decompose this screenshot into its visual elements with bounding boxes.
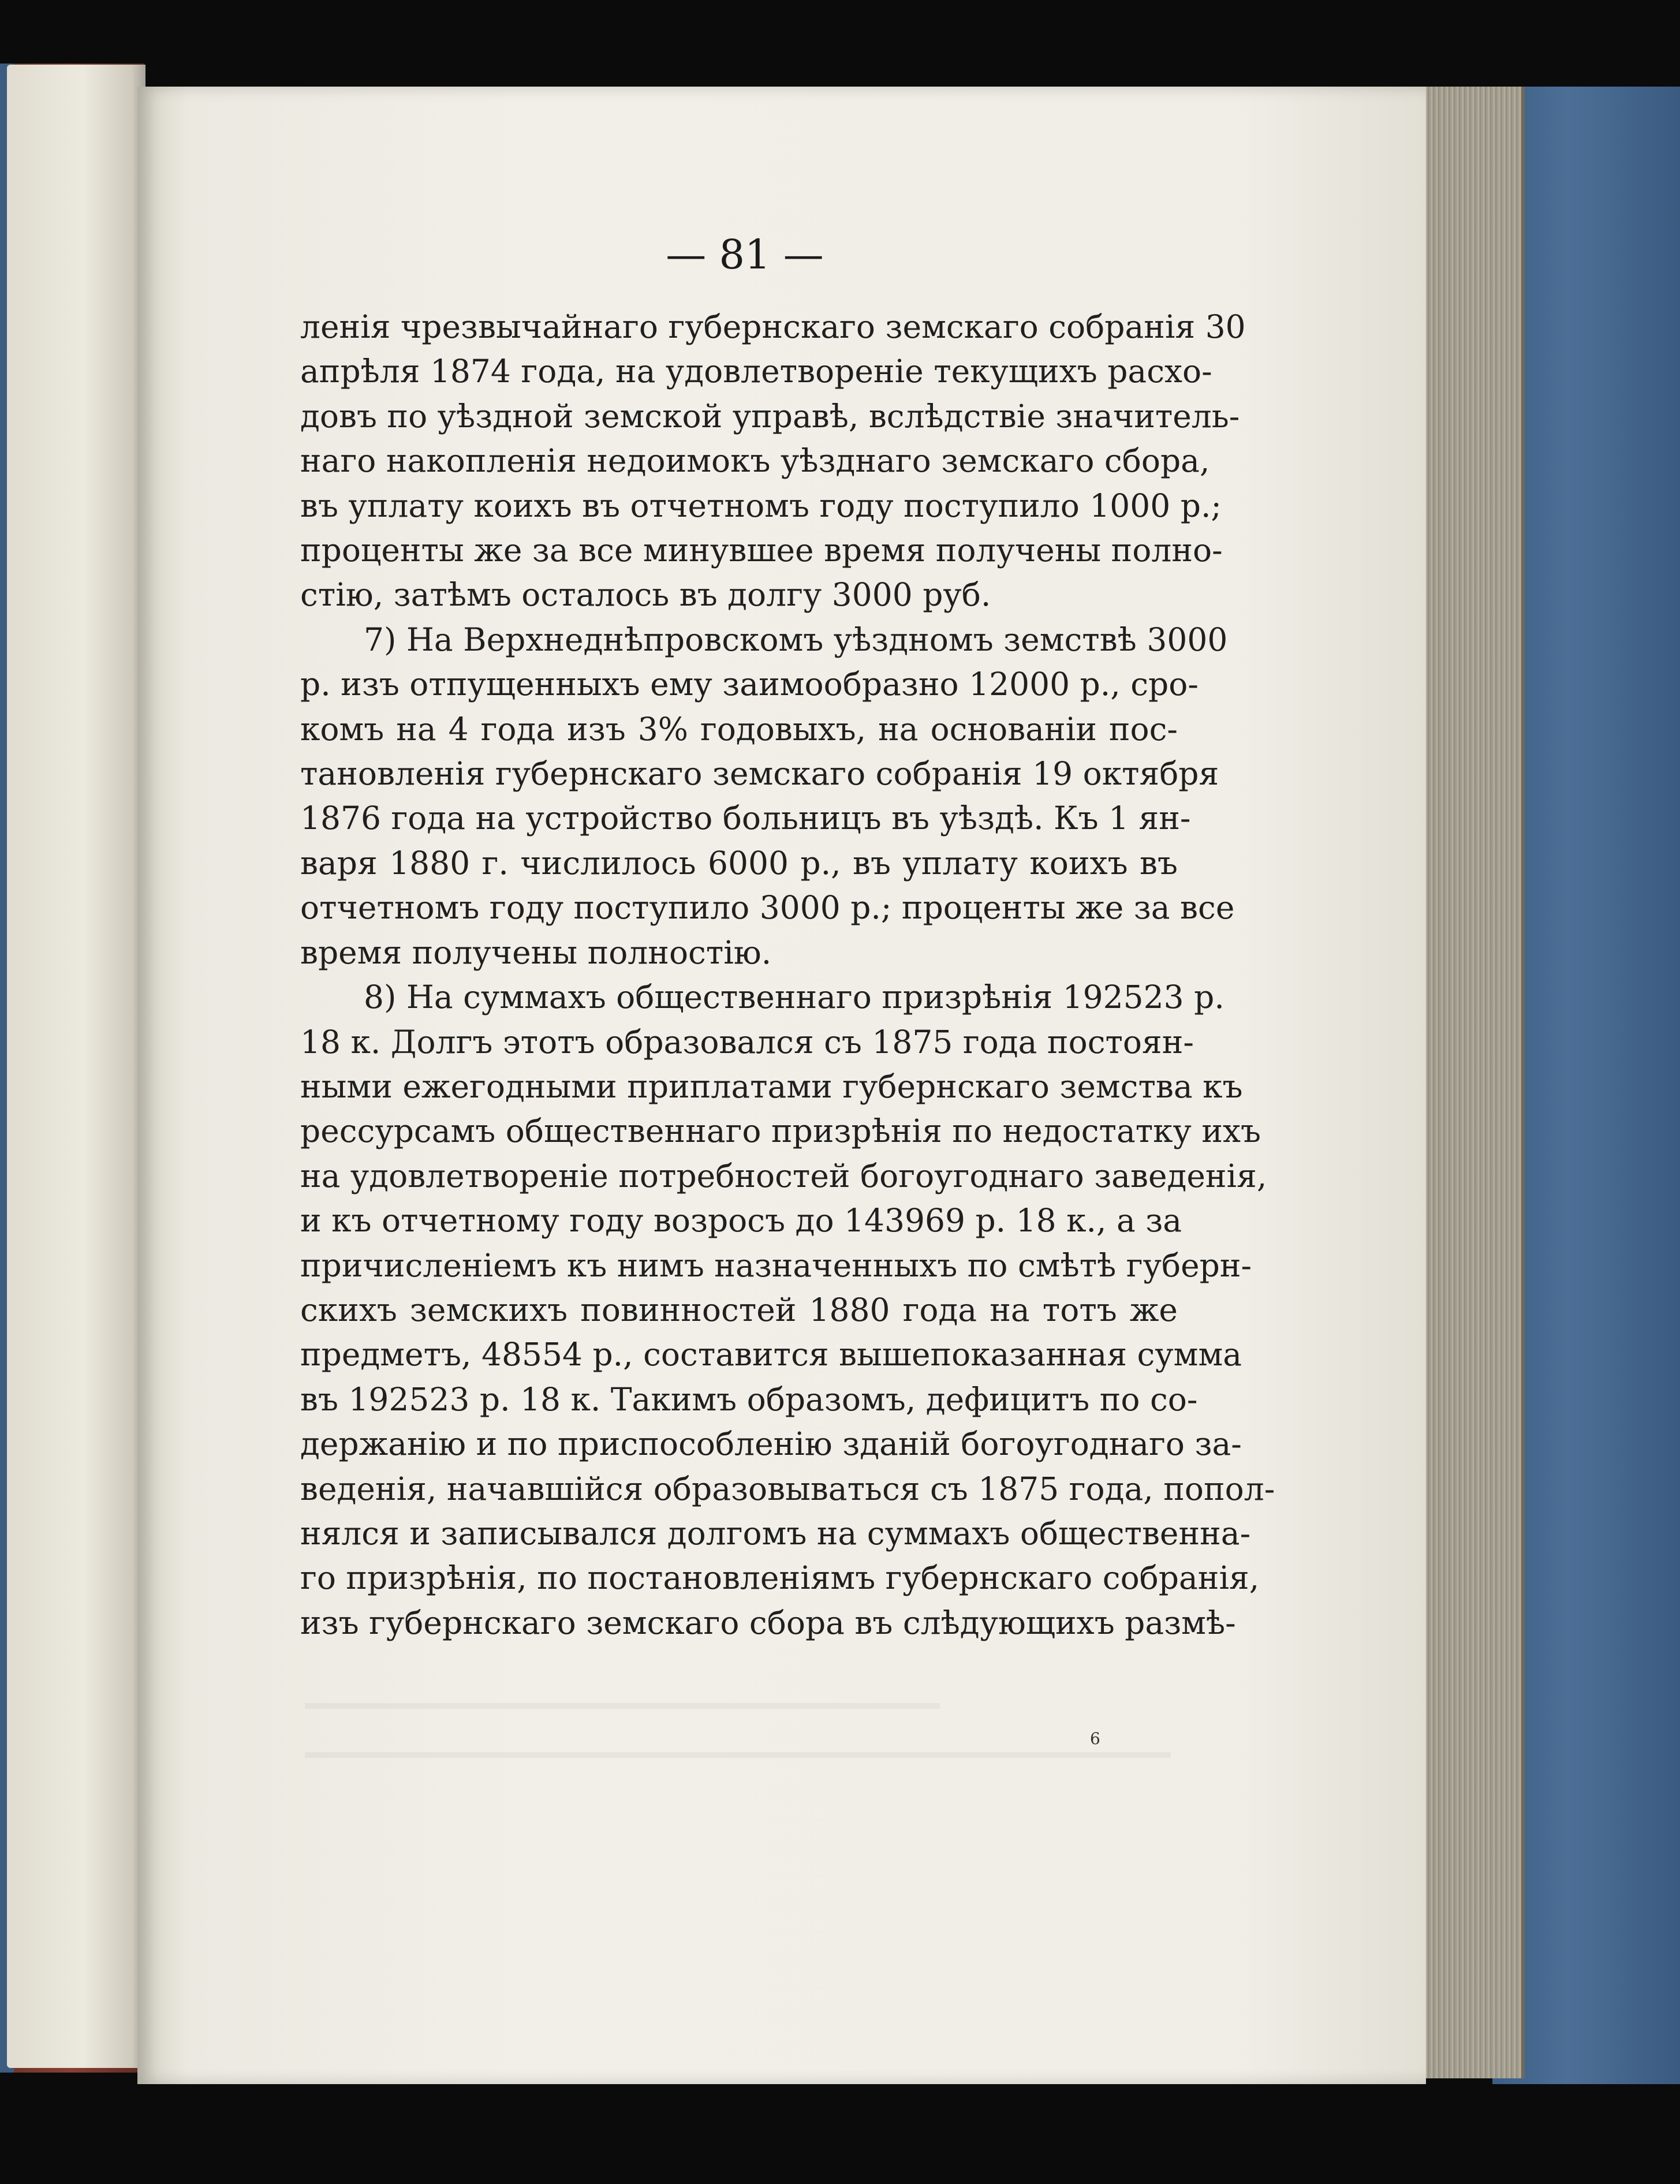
text-line: ленія чрезвычайнаго губернскаго земскаго собранія 30 [300, 308, 1246, 345]
text-line: изъ губернскаго земскаго сбора въ слѣдующихъ размѣ- [300, 1604, 1236, 1641]
text-line: веденія, начавшійся образовываться съ 1875 года, попол- [300, 1470, 1275, 1507]
text-line: 1876 года на устройство больницъ въ уѣздѣ. Къ 1 ян- [300, 800, 1191, 837]
text-line: скихъ земскихъ повинностей 1880 года на тотъ же [300, 1291, 1178, 1328]
text-line: 7) На Верхнеднѣпровскомъ уѣздномъ земствѣ 3000 [364, 621, 1228, 658]
text-line: го призрѣнія, по постановленіямъ губернскаго собранія, [300, 1559, 1260, 1597]
text-line: рессурсамъ общественнаго призрѣнія по недостатку ихъ [300, 1112, 1261, 1150]
text-line: отчетномъ году поступило 3000 р.; проценты же за все [300, 889, 1235, 927]
body-text [300, 305, 1275, 1645]
text-line: на удовлетвореніе потребностей богоугоднаго заведенія, [300, 1157, 1267, 1194]
text-line: комъ на 4 года изъ 3% годовыхъ, на основаніи пос- [300, 710, 1178, 748]
text-line: стію, затѣмъ осталось въ долгу 3000 руб. [300, 576, 991, 614]
page-block-edges [1414, 87, 1525, 2078]
page-number-header: — 81 — [666, 231, 824, 278]
text-line: проценты же за все минувшее время получены полно- [300, 532, 1223, 569]
text-line: въ уплату коихъ въ отчетномъ году поступило 1000 р.; [300, 487, 1222, 524]
text-line: ными ежегодными приплатами губернскаго земства къ [300, 1067, 1243, 1105]
text-line: тановленія губернскаго земскаго собранія 19 октября [300, 755, 1219, 793]
show-through-mark [305, 1752, 1171, 1758]
text-line: довъ по уѣздной земской управѣ, вслѣдствіе значитель- [300, 397, 1240, 435]
text-line: р. изъ отпущенныхъ ему заимообразно 12000 р., сро- [300, 666, 1199, 703]
text-line: время получены полностію. [300, 934, 772, 971]
text-line: апрѣля 1874 года, на удовлетвореніе текущихъ расхо- [300, 353, 1212, 390]
text-line: наго накопленія недоимокъ уѣзднаго земскаго сбора, [300, 442, 1210, 480]
text-line: причисленіемъ къ нимъ назначенныхъ по смѣтѣ губерн- [300, 1246, 1252, 1284]
text-line: 8) На суммахъ общественнаго призрѣнія 192523 р. [364, 979, 1224, 1016]
text-line: держанію и по приспособленію зданій богоугоднаго за- [300, 1425, 1242, 1463]
text-line: нялся и записывался долгомъ на суммахъ общественна- [300, 1514, 1251, 1552]
text-line: предметъ, 48554 р., составится вышепоказанная сумма [300, 1336, 1242, 1373]
text-line: въ 192523 р. 18 к. Такимъ образомъ, дефицитъ по со- [300, 1380, 1198, 1418]
text-line: варя 1880 г. числилось 6000 р., въ уплату коихъ въ [300, 844, 1178, 882]
facing-page-edge [7, 65, 145, 2068]
text-line: 18 к. Долгъ этотъ образовался съ 1875 года постоян- [300, 1023, 1194, 1061]
show-through-mark [305, 1703, 940, 1709]
signature-mark: 6 [1090, 1729, 1100, 1748]
text-line: и къ отчетному году возросъ до 143969 р. 18 к., а за [300, 1202, 1182, 1240]
